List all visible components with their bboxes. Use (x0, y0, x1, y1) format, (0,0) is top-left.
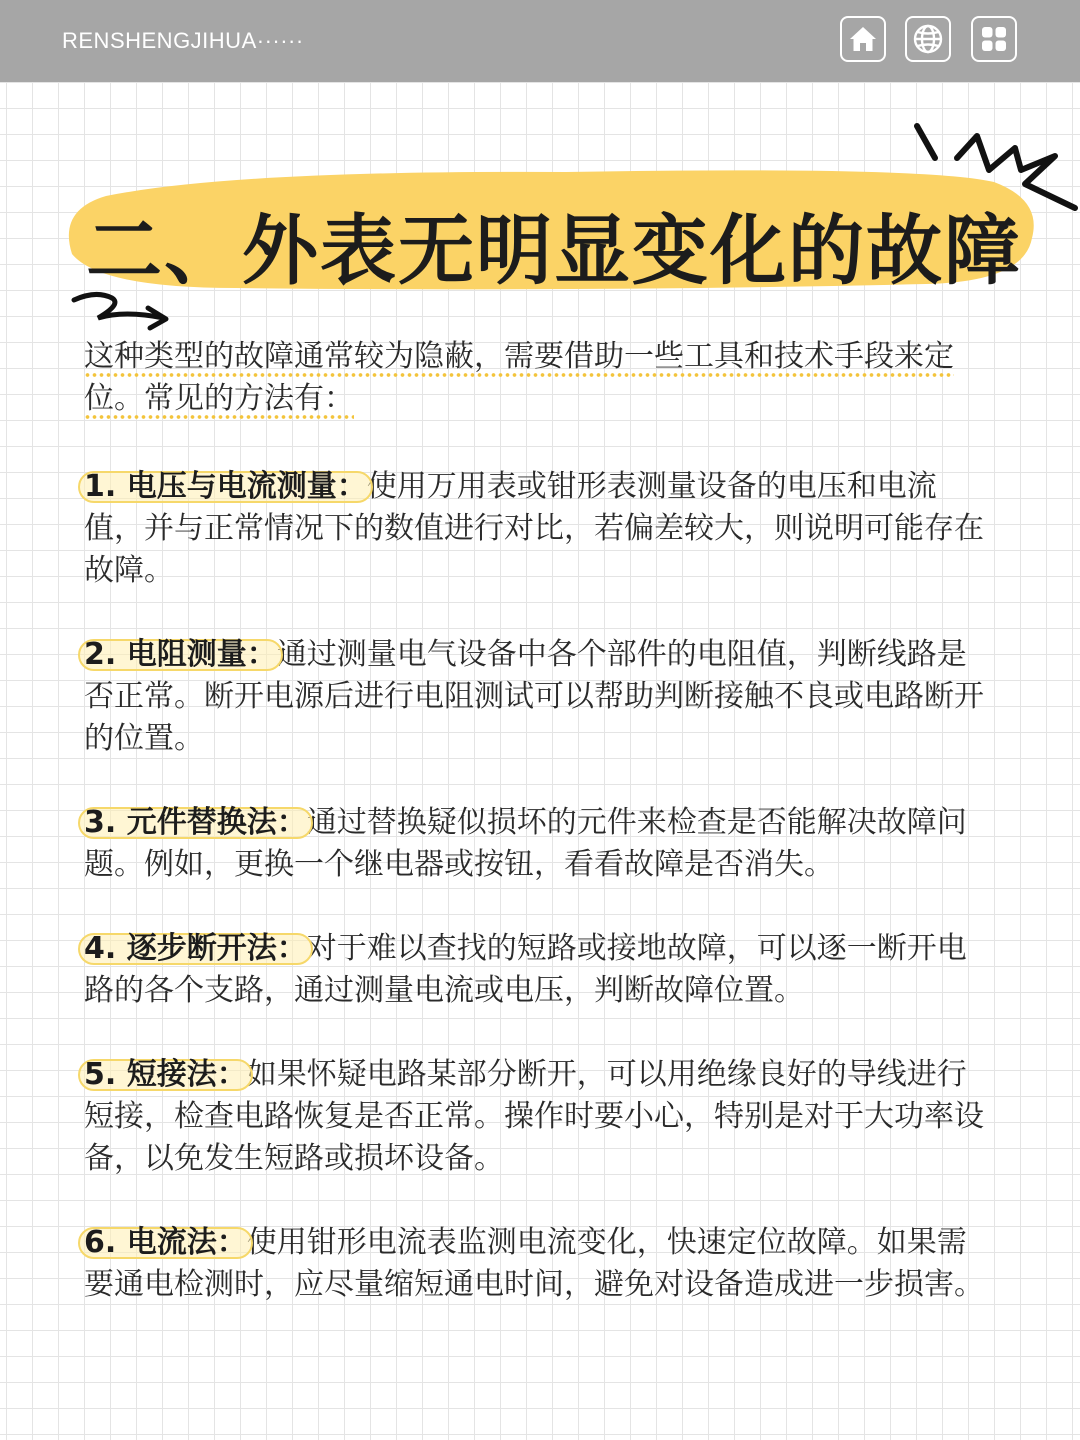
home-button[interactable] (840, 16, 886, 62)
method-text: 使用钳形电流表监测电流变化，快速定位故障。如果需要通电检测时，应尽量缩短通电时间，避免对设备造成进一步损害。 (84, 1225, 984, 1302)
title-banner (66, 160, 1046, 300)
method-label: 5. 短接法： (84, 1057, 247, 1092)
content-body (84, 336, 994, 1306)
method-item (84, 1054, 994, 1180)
method-text: 使用万用表或钳形表测量设备的电压和电流值，并与正常情况下的数值进行对比，若偏差较大，则说明可能存在故障。 (84, 469, 984, 588)
brand-name: RENSHENGJIHUA······ (62, 28, 304, 53)
method-item (84, 466, 994, 592)
method-item (84, 634, 994, 760)
method-label: 6. 电流法： (84, 1225, 247, 1260)
home-icon (848, 25, 878, 53)
method-item (84, 1222, 994, 1306)
method-label: 4. 逐步断开法： (84, 931, 307, 966)
method-text: 通过替换疑似损坏的元件来检查是否能解决故障问题。例如，更换一个继电器或按钮，看看故障是否消失。 (84, 805, 967, 882)
method-label: 1. 电压与电流测量： (84, 469, 367, 504)
method-label: 2. 电阻测量： (84, 637, 277, 672)
method-item (84, 928, 994, 1012)
method-text: 如果怀疑电路某部分断开，可以用绝缘良好的导线进行短接，检查电路恢复是否正常。操作时要小心，特别是对于大功率设备，以免发生短路或损坏设备。 (84, 1057, 984, 1176)
page-title: 二、外表无明显变化的故障 (86, 206, 1022, 295)
intro-paragraph (84, 336, 994, 420)
arrow-doodle (68, 288, 178, 338)
globe-icon (912, 23, 944, 55)
intro-text: 这种类型的故障通常较为隐蔽，需要借助一些工具和技术手段来定位。常见的方法有： (84, 339, 954, 420)
method-text: 通过测量电气设备中各个部件的电阻值，判断线路是否正常。断开电源后进行电阻测试可以帮助判断接触不良或电路断开的位置。 (84, 637, 984, 756)
method-item (84, 802, 994, 886)
method-label: 3. 元件替换法： (84, 805, 307, 840)
apps-button[interactable] (971, 16, 1017, 62)
method-text: 对于难以查找的短路或接地故障，可以逐一断开电路的各个支路，通过测量电流或电压，判断故障位置。 (84, 931, 967, 1008)
grid-icon (980, 25, 1008, 53)
top-bar (0, 0, 1080, 82)
globe-button[interactable] (905, 16, 951, 62)
